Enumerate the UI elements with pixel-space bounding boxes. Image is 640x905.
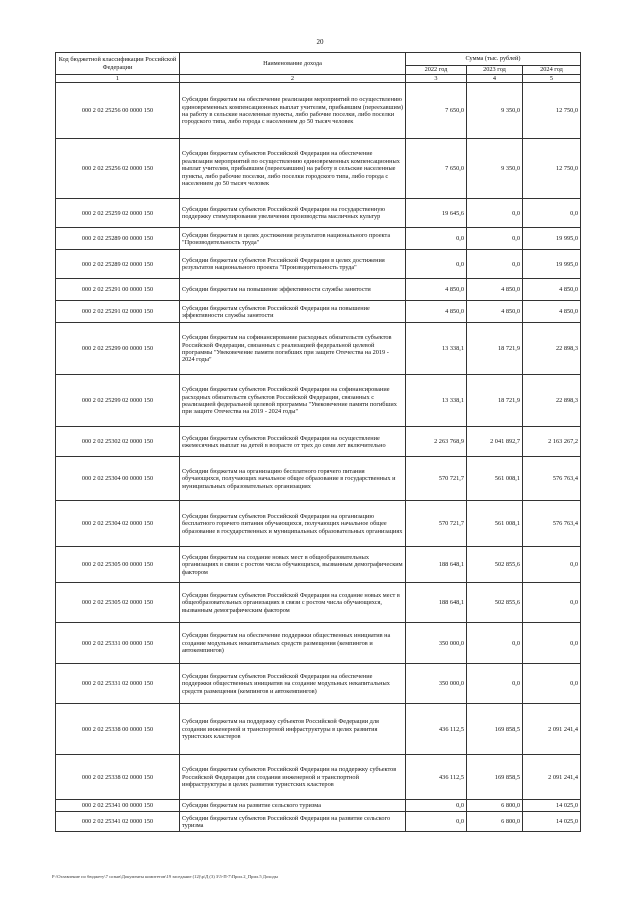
revenue-name-cell: Субсидии бюджетам субъектов Российской Федерации в целях достижения результатов национального проекта "Производительность труда" bbox=[180, 250, 406, 279]
amount-2022-cell: 188 648,1 bbox=[406, 547, 467, 583]
budget-code-cell: 000 2 02 25299 02 0000 150 bbox=[56, 375, 180, 427]
table-row bbox=[56, 375, 581, 427]
budget-code-cell: 000 2 02 25341 02 0000 150 bbox=[56, 812, 180, 832]
budget-code-cell: 000 2 02 25256 02 0000 150 bbox=[56, 139, 180, 199]
amount-2024-cell: 0,0 bbox=[523, 199, 581, 228]
amount-2022-cell: 7 650,0 bbox=[406, 139, 467, 199]
budget-code-cell: 000 2 02 25331 02 0000 150 bbox=[56, 664, 180, 704]
amount-2022-cell: 436 112,5 bbox=[406, 755, 467, 800]
revenue-name-cell: Субсидии бюджетам на организацию бесплатного горячего питания обучающихся, получающих начальное общее образование в государственных и муниципальных образовательных организациях bbox=[180, 457, 406, 501]
amount-2024-cell: 22 898,3 bbox=[523, 323, 581, 375]
table-row bbox=[56, 547, 581, 583]
amount-2023-cell: 0,0 bbox=[467, 228, 523, 250]
amount-2023-cell: 0,0 bbox=[467, 664, 523, 704]
amount-2022-cell: 436 112,5 bbox=[406, 704, 467, 755]
amount-2024-cell: 4 850,0 bbox=[523, 301, 581, 323]
amount-2023-cell: 9 350,0 bbox=[467, 139, 523, 199]
amount-2022-cell: 4 850,0 bbox=[406, 301, 467, 323]
amount-2024-cell: 19 995,0 bbox=[523, 228, 581, 250]
amount-2024-cell: 576 763,4 bbox=[523, 457, 581, 501]
revenue-name-cell: Субсидии бюджетам субъектов Российской Федерации на организацию бесплатного горячего питания обучающихся, получающих начальное общее образование в государственных и муниципальных образовательных организациях bbox=[180, 501, 406, 547]
amount-2023-cell: 561 008,1 bbox=[467, 457, 523, 501]
budget-code-cell: 000 2 02 25289 00 0000 150 bbox=[56, 228, 180, 250]
revenue-table bbox=[55, 52, 581, 832]
col-number: 5 bbox=[523, 75, 581, 83]
amount-2022-cell: 0,0 bbox=[406, 800, 467, 812]
amount-2023-cell: 2 041 892,7 bbox=[467, 427, 523, 457]
amount-2024-cell: 4 850,0 bbox=[523, 279, 581, 301]
revenue-name-cell: Субсидии бюджетам субъектов Российской Федерации на поддержку субъектов Российской Федерации для создания инженерной и транспортной инфраструктуры в целях развития туристских кластеров bbox=[180, 755, 406, 800]
budget-code-cell: 000 2 02 25305 00 0000 150 bbox=[56, 547, 180, 583]
revenue-name-cell: Субсидии бюджетам на обеспечение поддержки общественных инициатив на создание модульных некапитальных средств размещения (кемпингов и автокемпингов) bbox=[180, 623, 406, 664]
amount-2023-cell: 169 858,5 bbox=[467, 755, 523, 800]
budget-code-cell: 000 2 02 25299 00 0000 150 bbox=[56, 323, 180, 375]
revenue-name-cell: Субсидии бюджетам на поддержку субъектов Российской Федерации для создания инженерной и транспортной инфраструктуры в целях развития туристских кластеров bbox=[180, 704, 406, 755]
amount-2024-cell: 12 750,0 bbox=[523, 83, 581, 139]
col-number: 2 bbox=[180, 75, 406, 83]
amount-2022-cell: 350 000,0 bbox=[406, 623, 467, 664]
amount-2023-cell: 6 800,0 bbox=[467, 812, 523, 832]
amount-2022-cell: 0,0 bbox=[406, 228, 467, 250]
revenue-name-cell: Субсидии бюджетам субъектов Российской Федерации на осуществление ежемесячных выплат на детей в возрасте от трех до семи лет включительно bbox=[180, 427, 406, 457]
amount-2022-cell: 13 338,1 bbox=[406, 375, 467, 427]
amount-2023-cell: 18 721,9 bbox=[467, 323, 523, 375]
amount-2022-cell: 19 645,6 bbox=[406, 199, 467, 228]
col-number: 3 bbox=[406, 75, 467, 83]
amount-2023-cell: 502 855,6 bbox=[467, 547, 523, 583]
amount-2023-cell: 6 800,0 bbox=[467, 800, 523, 812]
revenue-name-cell: Субсидии бюджетам на развитие сельского туризма bbox=[180, 800, 406, 812]
revenue-name-cell: Субсидии бюджетам на обеспечение реализации мероприятий по осуществлению единовременных компенсационных выплат учителям, прибывшим (переехавшим) на работу в сельские населенные пункты, либо рабочие поселки, либо поселки городского типа, либо города с населением до 50 тысяч человек bbox=[180, 83, 406, 139]
amount-2023-cell: 4 850,0 bbox=[467, 301, 523, 323]
amount-2023-cell: 18 721,9 bbox=[467, 375, 523, 427]
amount-2022-cell: 4 850,0 bbox=[406, 279, 467, 301]
table-row bbox=[56, 755, 581, 800]
budget-code-cell: 000 2 02 25338 00 0000 150 bbox=[56, 704, 180, 755]
budget-code-cell: 000 2 02 25289 02 0000 150 bbox=[56, 250, 180, 279]
amount-2022-cell: 570 721,7 bbox=[406, 457, 467, 501]
col-number: 4 bbox=[467, 75, 523, 83]
amount-2024-cell: 2 091 241,4 bbox=[523, 755, 581, 800]
table-row bbox=[56, 812, 581, 832]
amount-2024-cell: 0,0 bbox=[523, 623, 581, 664]
table-row bbox=[56, 800, 581, 812]
revenue-name-cell: Субсидии бюджетам субъектов Российской Федерации на создание новых мест в общеобразовательных организациях в связи с ростом числа обучающихся, вызванным демографическим фактором bbox=[180, 583, 406, 623]
amount-2024-cell: 19 995,0 bbox=[523, 250, 581, 279]
amount-2022-cell: 13 338,1 bbox=[406, 323, 467, 375]
table-row bbox=[56, 664, 581, 704]
amount-2023-cell: 4 850,0 bbox=[467, 279, 523, 301]
revenue-name-cell: Субсидии бюджетам субъектов Российской Федерации на повышение эффективности службы занятости bbox=[180, 301, 406, 323]
revenue-name-cell: Субсидии бюджетам субъектов Российской Федерации на софинансирование расходных обязательств субъектов Российской Федерации, связанных с реализацией федеральной целевой программы "Увековечение памяти погибших при защите Отечества на 2019 - 2024 годы" bbox=[180, 375, 406, 427]
amount-2024-cell: 0,0 bbox=[523, 664, 581, 704]
amount-2023-cell: 502 855,6 bbox=[467, 583, 523, 623]
header-code: Код бюджетной классификации Российской Федерации bbox=[56, 53, 180, 75]
amount-2023-cell: 9 350,0 bbox=[467, 83, 523, 139]
table-row bbox=[56, 704, 581, 755]
amount-2024-cell: 0,0 bbox=[523, 547, 581, 583]
amount-2022-cell: 188 648,1 bbox=[406, 583, 467, 623]
revenue-name-cell: Субсидии бюджетам субъектов Российской Федерации на обеспечение реализации мероприятий по осуществлению единовременных компенсационных выплат учителям, прибывшим (переехавшим) на работу в сельские населенные пункты, либо рабочие поселки, либо поселки городского типа, либо города с населением до 50 тысяч человек bbox=[180, 139, 406, 199]
budget-code-cell: 000 2 02 25302 02 0000 150 bbox=[56, 427, 180, 457]
amount-2024-cell: 0,0 bbox=[523, 583, 581, 623]
amount-2023-cell: 561 008,1 bbox=[467, 501, 523, 547]
table-row bbox=[56, 623, 581, 664]
amount-2023-cell: 0,0 bbox=[467, 199, 523, 228]
budget-code-cell: 000 2 02 25256 00 0000 150 bbox=[56, 83, 180, 139]
amount-2022-cell: 350 000,0 bbox=[406, 664, 467, 704]
table-row bbox=[56, 427, 581, 457]
table-row bbox=[56, 301, 581, 323]
table-row bbox=[56, 228, 581, 250]
table-row bbox=[56, 583, 581, 623]
header-year-2023: 2023 год bbox=[467, 66, 523, 75]
table-row bbox=[56, 323, 581, 375]
budget-code-cell: 000 2 02 25291 00 0000 150 bbox=[56, 279, 180, 301]
amount-2023-cell: 169 858,5 bbox=[467, 704, 523, 755]
revenue-name-cell: Субсидии бюджетам на создание новых мест в общеобразовательных организациях в связи с ростом числа обучающихся, вызванным демографическим фактором bbox=[180, 547, 406, 583]
budget-code-cell: 000 2 02 25341 00 0000 150 bbox=[56, 800, 180, 812]
header-name: Наименование дохода bbox=[180, 53, 406, 75]
table-row bbox=[56, 279, 581, 301]
amount-2024-cell: 22 898,3 bbox=[523, 375, 581, 427]
amount-2024-cell: 2 091 241,4 bbox=[523, 704, 581, 755]
amount-2024-cell: 576 763,4 bbox=[523, 501, 581, 547]
revenue-name-cell: Субсидии бюджетам субъектов Российской Федерации на государственную поддержку стимулирования увеличения производства масличных культур bbox=[180, 199, 406, 228]
col-number: 1 bbox=[56, 75, 180, 83]
revenue-name-cell: Субсидии бюджетам субъектов Российской Федерации на развитие сельского туризма bbox=[180, 812, 406, 832]
budget-code-cell: 000 2 02 25304 02 0000 150 bbox=[56, 501, 180, 547]
table-row bbox=[56, 139, 581, 199]
footer-file-path: Р:\Оглавление по бюджету\7 созыв\Документы комитетов\19 заседание (12)\р\Д (3) 3\5-П-7\Прил.2_Прил.5 Доходы bbox=[52, 874, 278, 879]
revenue-name-cell: Субсидии бюджетам субъектов Российской Федерации на обеспечение поддержки общественных инициатив на создание модульных некапитальных средств размещения (кемпингов и автокемпингов) bbox=[180, 664, 406, 704]
amount-2022-cell: 570 721,7 bbox=[406, 501, 467, 547]
amount-2024-cell: 2 163 267,2 bbox=[523, 427, 581, 457]
budget-code-cell: 000 2 02 25331 00 0000 150 bbox=[56, 623, 180, 664]
amount-2022-cell: 0,0 bbox=[406, 812, 467, 832]
page-number: 20 bbox=[316, 38, 324, 46]
header-sum: Сумма (тыс. рублей) bbox=[406, 53, 581, 66]
table-row bbox=[56, 250, 581, 279]
amount-2023-cell: 0,0 bbox=[467, 623, 523, 664]
amount-2024-cell: 12 750,0 bbox=[523, 139, 581, 199]
table-row bbox=[56, 83, 581, 139]
header-year-2024: 2024 год bbox=[523, 66, 581, 75]
amount-2022-cell: 0,0 bbox=[406, 250, 467, 279]
amount-2022-cell: 2 263 768,9 bbox=[406, 427, 467, 457]
amount-2022-cell: 7 650,0 bbox=[406, 83, 467, 139]
table-row bbox=[56, 501, 581, 547]
amount-2024-cell: 14 025,0 bbox=[523, 800, 581, 812]
header-year-2022: 2022 год bbox=[406, 66, 467, 75]
amount-2024-cell: 14 025,0 bbox=[523, 812, 581, 832]
revenue-name-cell: Субсидии бюджетам в целях достижения результатов национального проекта "Производительность труда" bbox=[180, 228, 406, 250]
budget-code-cell: 000 2 02 25304 00 0000 150 bbox=[56, 457, 180, 501]
revenue-name-cell: Субсидии бюджетам на софинансирование расходных обязательств субъектов Российской Федерации, связанных с реализацией федеральной целевой программы "Увековечение памяти погибших при защите Отечества на 2019 - 2024 годы" bbox=[180, 323, 406, 375]
budget-code-cell: 000 2 02 25305 02 0000 150 bbox=[56, 583, 180, 623]
budget-code-cell: 000 2 02 25291 02 0000 150 bbox=[56, 301, 180, 323]
table-row bbox=[56, 199, 581, 228]
table-row bbox=[56, 457, 581, 501]
amount-2023-cell: 0,0 bbox=[467, 250, 523, 279]
budget-code-cell: 000 2 02 25259 02 0000 150 bbox=[56, 199, 180, 228]
revenue-name-cell: Субсидии бюджетам на повышение эффективности службы занятости bbox=[180, 279, 406, 301]
budget-code-cell: 000 2 02 25338 02 0000 150 bbox=[56, 755, 180, 800]
